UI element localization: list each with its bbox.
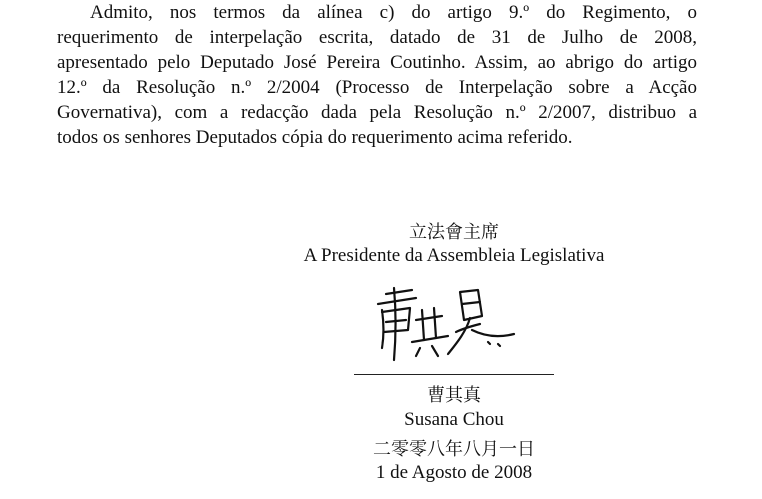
paragraph-line: 12.º da Resolução n.º 2/2004 (Processo de Interpelação sobre a Acção xyxy=(57,77,697,98)
paragraph-line: Admito, nos termos da alínea c) do artigo 9.º do Regimento, o xyxy=(90,2,697,23)
paragraph-line: apresentado pelo Deputado José Pereira Coutinho. Assim, ao abrigo do artigo xyxy=(57,52,697,73)
paragraph-line: requerimento de interpelação escrita, datado de 31 de Julho de 2008, xyxy=(57,27,697,48)
signature-line xyxy=(354,374,554,375)
requerimento-paragraph xyxy=(57,0,697,150)
paragraph-line: todos os senhores Deputados cópia do requerimento acima referido. xyxy=(57,127,573,148)
president-title-portuguese: A Presidente da Assembleia Legislativa xyxy=(303,245,605,266)
paragraph-line: Governativa), com a redacção dada pela Resolução n.º 2/2007, distribuo a xyxy=(57,102,697,123)
date-portuguese: 1 de Agosto de 2008 xyxy=(375,462,533,483)
president-name-latin: Susana Chou xyxy=(404,409,504,430)
president-title-chinese: 立法會主席 xyxy=(409,222,499,243)
handwritten-signature-icon xyxy=(372,280,522,362)
president-name-chinese: 曹其真 xyxy=(427,385,481,406)
date-chinese: 二零零八年八月一日 xyxy=(373,439,535,460)
